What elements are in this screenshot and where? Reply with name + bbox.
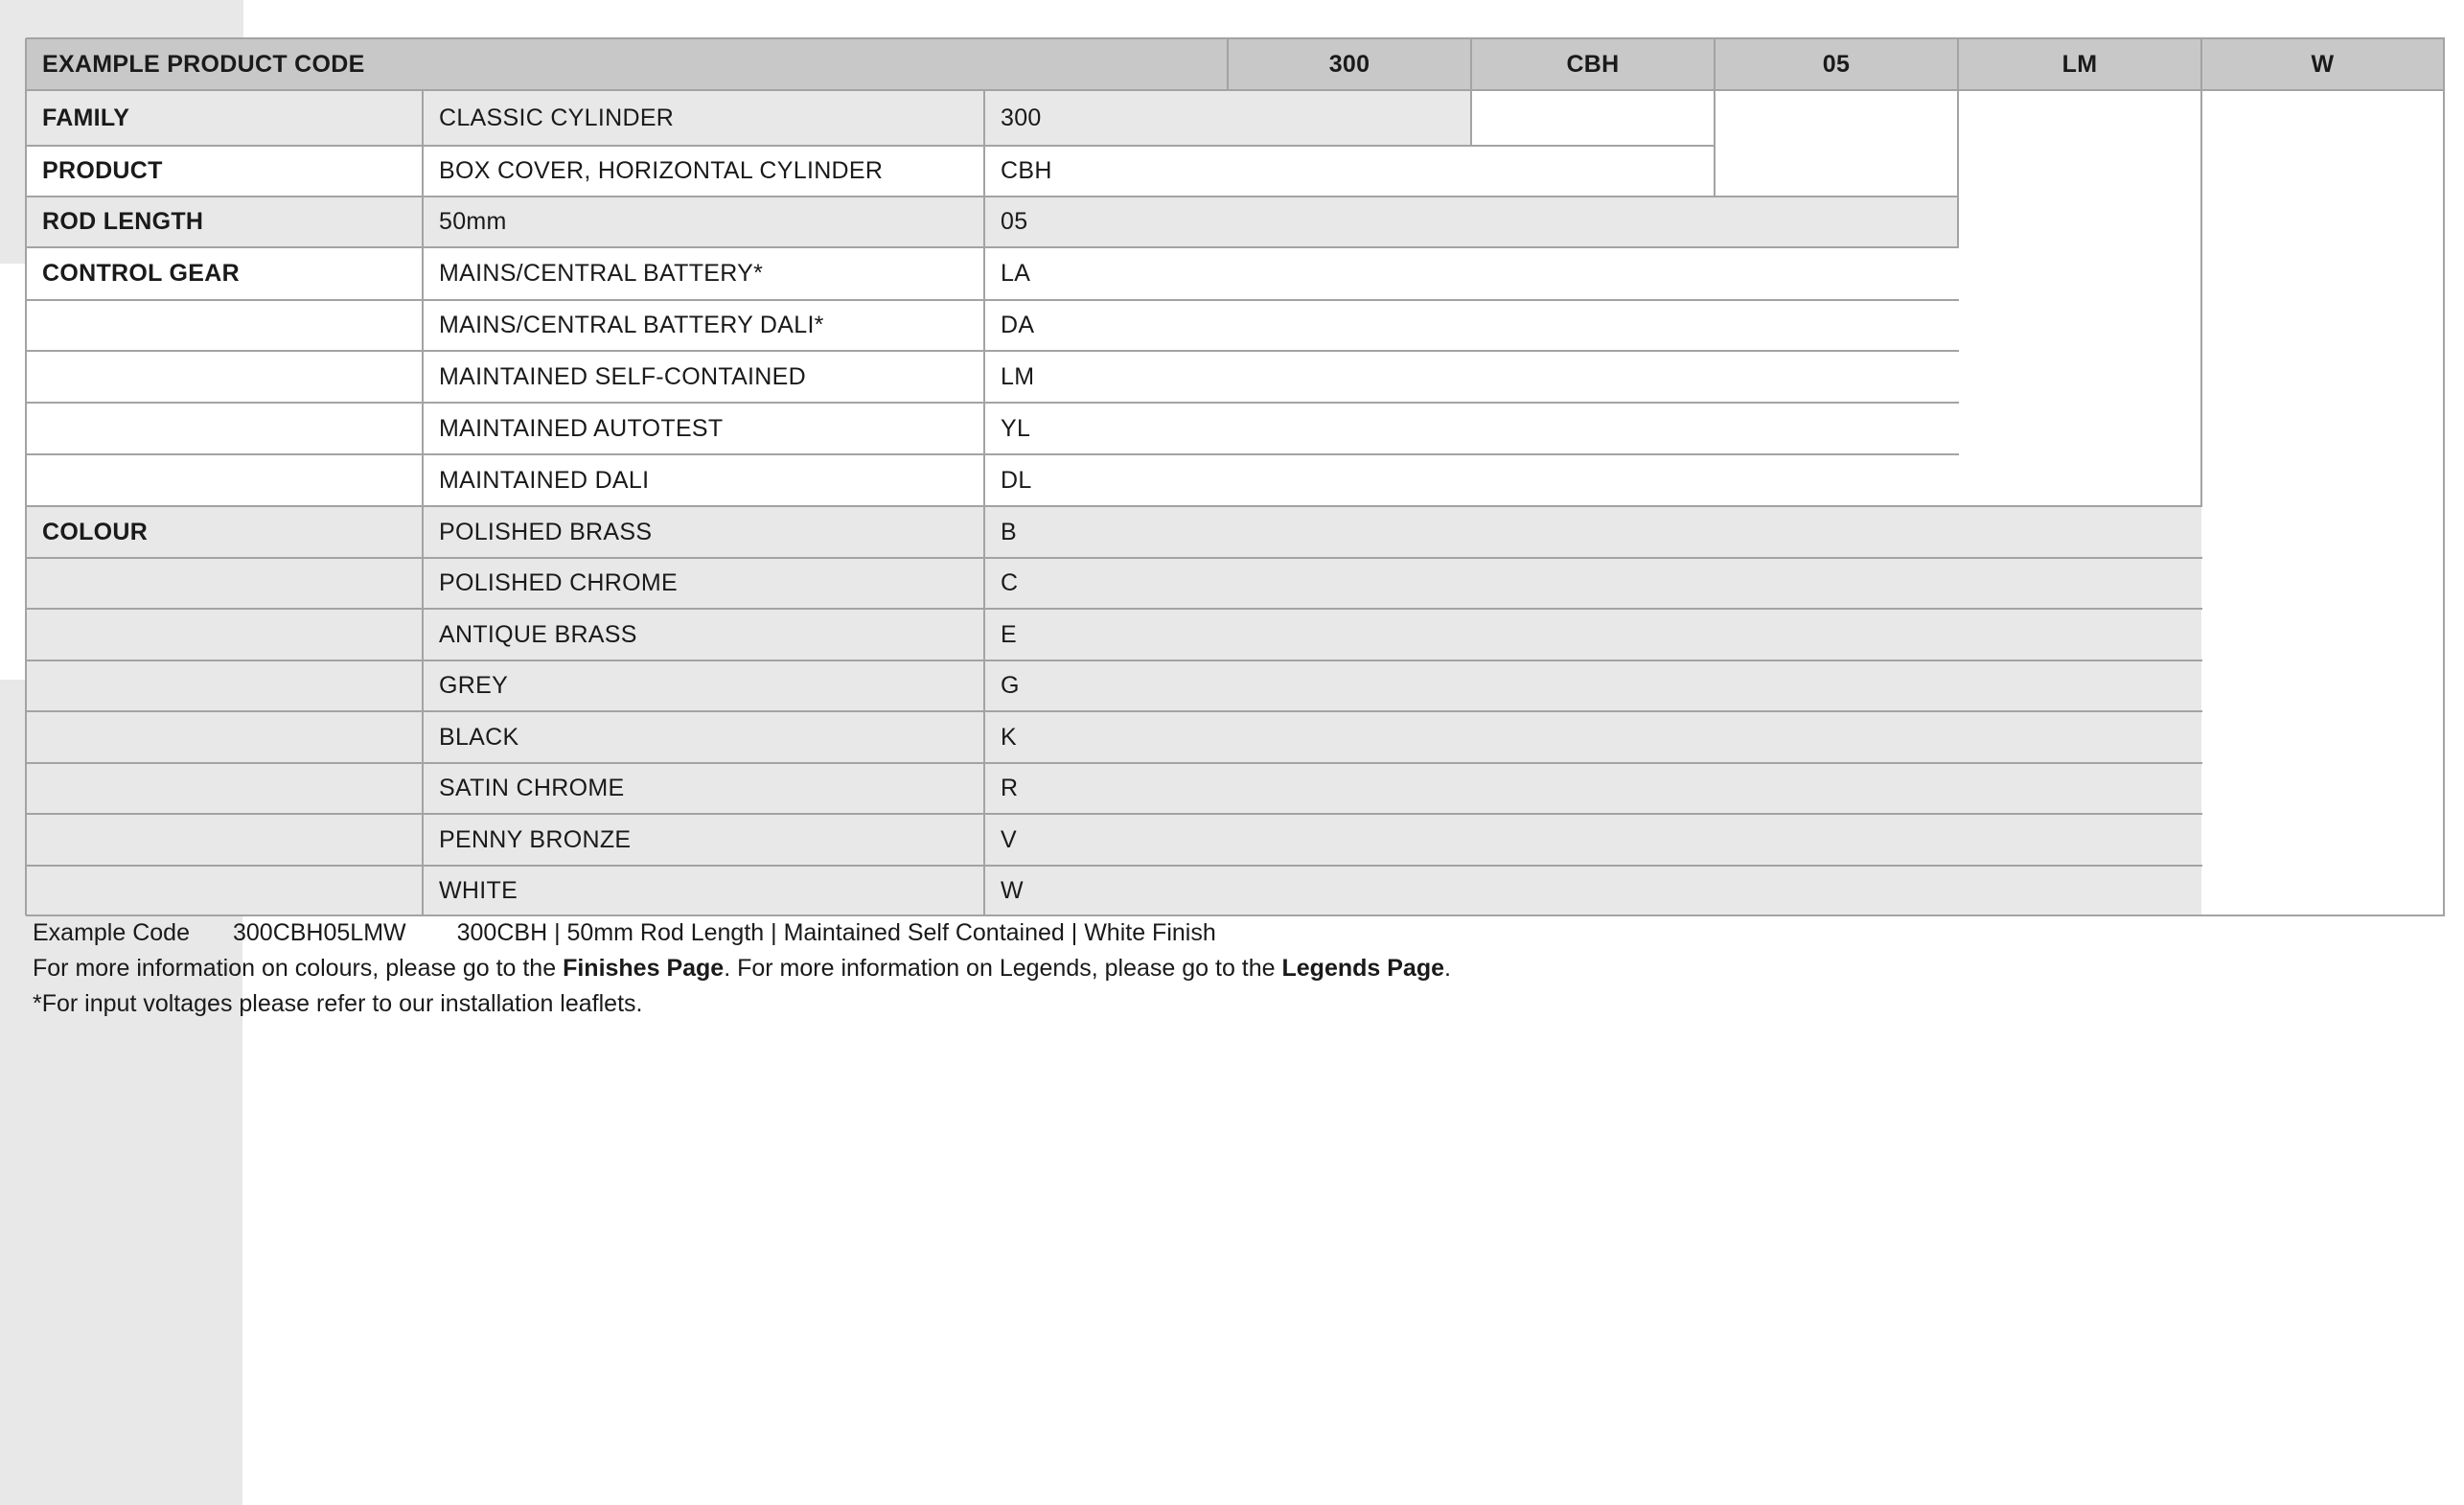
grid-line: [1957, 38, 1959, 247]
option-code: CBH: [984, 146, 1715, 197]
grid-line: [26, 557, 2202, 559]
option-code: G: [984, 660, 2201, 711]
option-code: V: [984, 814, 2201, 866]
option-name: BOX COVER, HORIZONTAL CYLINDER: [423, 146, 984, 197]
section-title-empty: [26, 711, 423, 763]
example-code-label: Example Code: [33, 919, 190, 946]
option-name: MAINTAINED AUTOTEST: [423, 403, 984, 454]
footer-notes: [33, 915, 1451, 1022]
grid-line: [26, 505, 2202, 507]
section-title-empty: [26, 763, 423, 814]
section-title-empty: [26, 660, 423, 711]
option-name: SATIN CHROME: [423, 763, 984, 814]
header-code-300: 300: [1228, 38, 1471, 90]
option-name: 50mm: [423, 197, 984, 247]
grid-line: [26, 865, 2202, 867]
section-title-family: FAMILY: [26, 90, 423, 146]
example-code-value: 300CBH05LMW: [232, 919, 406, 946]
grid-line: [1470, 38, 1472, 146]
option-name: MAINS/CENTRAL BATTERY*: [423, 247, 984, 300]
section-title-product: PRODUCT: [26, 146, 423, 197]
option-code: K: [984, 711, 2201, 763]
option-name: MAINTAINED SELF-CONTAINED: [423, 351, 984, 403]
section-title-empty: [26, 454, 423, 506]
header-code-w: W: [2201, 38, 2444, 90]
option-name: POLISHED CHROME: [423, 558, 984, 609]
grid-line: [26, 145, 1716, 147]
option-name: PENNY BRONZE: [423, 814, 984, 866]
option-code: DL: [984, 454, 1958, 506]
grid-line: [983, 90, 985, 915]
grid-line: [1714, 38, 1716, 197]
grid-line: [26, 660, 2202, 661]
grid-line: [422, 90, 424, 915]
finishes-page-link[interactable]: Finishes Page: [563, 955, 725, 982]
section-title-control-gear: CONTROL GEAR: [26, 247, 423, 300]
header-label: EXAMPLE PRODUCT CODE: [26, 38, 1228, 90]
option-code: DA: [984, 300, 1958, 351]
option-name: CLASSIC CYLINDER: [423, 90, 984, 146]
more-info-text-2: . For more information on Legends, please go to the: [724, 955, 1282, 982]
option-code: YL: [984, 403, 1958, 454]
more-info-text: For more information on colours, please go to the: [33, 955, 564, 982]
more-info-line: [33, 951, 1451, 986]
section-title-colour: COLOUR: [26, 506, 423, 558]
option-name: ANTIQUE BRASS: [423, 609, 984, 660]
grid-line: [26, 37, 2445, 39]
section-title-empty: [26, 609, 423, 660]
option-code: R: [984, 763, 2201, 814]
grid-line: [26, 299, 1959, 301]
grid-line: [26, 608, 2202, 610]
grid-line: [2200, 38, 2202, 506]
grid-line: [2443, 38, 2445, 915]
grid-line: [26, 453, 1959, 455]
grid-line: [26, 89, 2445, 91]
legends-page-link[interactable]: Legends Page: [1281, 955, 1444, 982]
option-name: MAINS/CENTRAL BATTERY DALI*: [423, 300, 984, 351]
grid-line: [25, 38, 27, 915]
header-code-cbh: CBH: [1471, 38, 1715, 90]
option-name: WHITE: [423, 866, 984, 915]
more-info-text-3: .: [1444, 955, 1451, 982]
option-code: B: [984, 506, 2201, 558]
section-title-empty: [26, 866, 423, 915]
grid-line: [26, 710, 2202, 712]
voltage-note: *For input voltages please refer to our installation leaflets.: [33, 990, 643, 1017]
header-code-05: 05: [1715, 38, 1958, 90]
example-code-line: [33, 915, 1451, 951]
option-code: 300: [984, 90, 1471, 146]
grid-line: [26, 350, 1959, 352]
section-title-empty: [26, 814, 423, 866]
option-code: LA: [984, 247, 1958, 300]
option-code: W: [984, 866, 2201, 915]
option-name: POLISHED BRASS: [423, 506, 984, 558]
grid-line: [26, 246, 1959, 248]
option-name: BLACK: [423, 711, 984, 763]
grid-line: [26, 813, 2202, 815]
grid-line: [26, 402, 1959, 404]
section-title-rod-length: ROD LENGTH: [26, 197, 423, 247]
option-code: C: [984, 558, 2201, 609]
option-name: MAINTAINED DALI: [423, 454, 984, 506]
grid-line: [1227, 38, 1229, 90]
header-code-lm: LM: [1958, 38, 2201, 90]
section-title-empty: [26, 351, 423, 403]
option-code: LM: [984, 351, 1958, 403]
option-code: 05: [984, 197, 1958, 247]
option-code: E: [984, 609, 2201, 660]
section-title-empty: [26, 558, 423, 609]
example-code-description: 300CBH | 50mm Rod Length | Maintained Self Contained | White Finish: [456, 919, 1216, 946]
grid-line: [26, 196, 1959, 197]
section-title-empty: [26, 403, 423, 454]
option-name: GREY: [423, 660, 984, 711]
grid-line: [26, 762, 2202, 764]
section-title-empty: [26, 300, 423, 351]
